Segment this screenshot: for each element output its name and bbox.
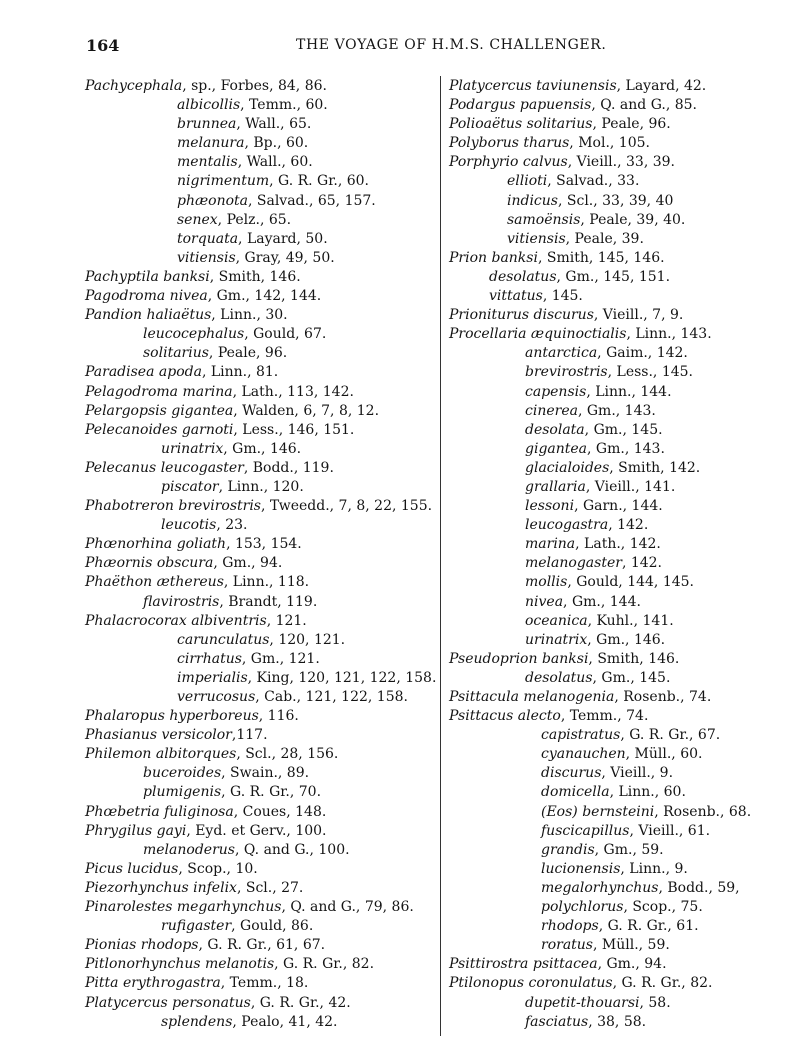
index-entry: melanura, Bp., 60. <box>177 135 309 152</box>
index-entry: urinatrix, Gm., 146. <box>161 440 302 457</box>
index-entry: leucogastra, 142. <box>525 517 649 534</box>
index-entry: Pandion haliaëtus, Linn., 30. <box>85 307 288 324</box>
index-entry: megalorhynchus, Bodd., 59, <box>541 879 740 896</box>
index-entry: carunculatus, 120, 121. <box>177 631 346 648</box>
index-entry: Pitta erythrogastra, Temm., 18. <box>85 975 309 992</box>
index-entry: Pseudoprion banksi, Smith, 146. <box>449 650 680 667</box>
index-entry: Piezorhynchus infelix, Scl., 27. <box>85 879 304 896</box>
index-entry: plumigenis, G. R. Gr., 70. <box>143 784 322 801</box>
index-entry: leucotis, 23. <box>161 517 248 534</box>
index-entry: Psittirostra psittacea, Gm., 94. <box>449 956 667 973</box>
index-entry: fasciatus, 38, 58. <box>525 1013 647 1030</box>
index-entry: flavirostris, Brandt, 119. <box>143 593 318 610</box>
index-entry: melanoderus, Q. and G., 100. <box>143 841 350 858</box>
index-entry: Psittacus alecto, Temm., 74. <box>449 708 649 725</box>
index-entry: Paradisea apoda, Linn., 81. <box>85 364 279 381</box>
index-entry: cirrhatus, Gm., 121. <box>177 650 320 667</box>
index-entry: Prion banksi, Smith, 145, 146. <box>449 249 665 266</box>
index-entry: capensis, Linn., 144. <box>525 383 672 400</box>
index-entry: Phabotreron brevirostris, Tweedd., 7, 8, 22, 155. <box>85 498 433 515</box>
right-index-column <box>449 77 752 1032</box>
index-entry: verrucosus, Cab., 121, 122, 158. <box>177 689 408 705</box>
index-entry: torquata, Layard, 50. <box>177 230 328 247</box>
running-title: THE VOYAGE OF H.M.S. CHALLENGER. <box>296 37 607 53</box>
index-entry: capistratus, G. R. Gr., 67. <box>541 727 721 744</box>
index-entry: samoënsis, Peale, 39, 40. <box>507 211 686 228</box>
index-entry: Porphyrio calvus, Vieill., 33, 39. <box>449 154 675 171</box>
index-entry: vitiensis, Peale, 39. <box>507 230 644 247</box>
index-entry: Platycercus personatus, G. R. Gr., 42. <box>85 994 351 1011</box>
index-entry: Podargus papuensis, Q. and G., 85. <box>449 97 697 114</box>
index-entry: Polyborus tharus, Mol., 105. <box>449 135 650 152</box>
index-entry: domicella, Linn., 60. <box>541 784 686 801</box>
index-entry: mentalis, Wall., 60. <box>177 154 313 171</box>
index-entry: imperialis, King, 120, 121, 122, 158. <box>177 669 437 686</box>
index-entry: marina, Lath., 142. <box>525 536 661 553</box>
index-entry: Pitlonorhynchus melanotis, G. R. Gr., 82. <box>85 956 375 973</box>
index-entry: senex, Pelz., 65. <box>177 211 292 228</box>
index-entry: leucocephalus, Gould, 67. <box>143 326 327 343</box>
column-divider <box>440 76 441 1036</box>
index-entry: fuscicapillus, Vieill., 61. <box>541 822 711 839</box>
index-entry: desolata, Gm., 145. <box>525 421 663 438</box>
index-entry: roratus, Müll., 59. <box>541 937 670 954</box>
index-entry: buceroides, Swain., 89. <box>143 765 310 782</box>
index-entry: discurus, Vieill., 9. <box>541 765 674 782</box>
index-entry: (Eos) bernsteini, Rosenb., 68. <box>541 803 752 820</box>
index-entry: brunnea, Wall., 65. <box>177 116 312 133</box>
index-entry: Phalaropus hyperboreus, 116. <box>85 708 299 725</box>
index-entry: Phaëthon æthereus, Linn., 118. <box>85 574 310 591</box>
index-entry: Prioniturus discurus, Vieill., 7, 9. <box>449 307 684 324</box>
index-entry: Procellaria æquinoctialis, Linn., 143. <box>449 326 712 343</box>
index-entry: Platycercus taviunensis, Layard, 42. <box>449 78 707 94</box>
index-entry: urinatrix, Gm., 146. <box>525 631 666 648</box>
index-entry: Philemon albitorques, Scl., 28, 156. <box>85 746 339 763</box>
index-entry: vittatus, 145. <box>489 288 583 305</box>
index-entry: desolatus, Gm., 145. <box>525 669 671 686</box>
index-entry: Pelecanus leucogaster, Bodd., 119. <box>85 459 334 476</box>
index-entry: cinerea, Gm., 143. <box>525 402 656 419</box>
index-entry: Phœbetria fuliginosa, Coues, 148. <box>85 803 327 820</box>
index-entry: brevirostris, Less., 145. <box>525 364 693 381</box>
index-entry: Pelagodroma marina, Lath., 113, 142. <box>85 383 354 400</box>
index-entry: Psittacula melanogenia, Rosenb., 74. <box>449 689 712 705</box>
index-entry: glacialoides, Smith, 142. <box>525 459 701 476</box>
index-entry: Ptilonopus coronulatus, G. R. Gr., 82. <box>449 975 713 992</box>
index-entry: Picus lucidus, Scop., 10. <box>85 860 258 877</box>
index-entry: Pelargopsis gigantea, Walden, 6, 7, 8, 12. <box>85 402 380 419</box>
index-entry: splendens, Pealo, 41, 42. <box>161 1013 338 1030</box>
index-entry: Phæornis obscura, Gm., 94. <box>85 555 283 572</box>
index-entry: oceanica, Kuhl., 141. <box>525 612 674 629</box>
index-entry: melanogaster, 142. <box>525 555 663 572</box>
index-entry: vitiensis, Gray, 49, 50. <box>177 249 335 266</box>
page-number: 164 <box>86 36 120 55</box>
index-entry: polychlorus, Scop., 75. <box>541 899 703 916</box>
index-entry: piscator, Linn., 120. <box>161 478 304 495</box>
index-entry: gigantea, Gm., 143. <box>525 440 665 457</box>
index-entry: Phalacrocorax albiventris, 121. <box>85 612 307 629</box>
index-entry: dupetit-thouarsi, 58. <box>525 994 671 1011</box>
page-header <box>86 36 714 58</box>
index-entry: Phrygilus gayi, Eyd. et Gerv., 100. <box>85 822 327 839</box>
index-entry: ellioti, Salvad., 33. <box>507 173 640 190</box>
index-entry: Pachyptila banksi, Smith, 146. <box>85 268 301 285</box>
index-entry: grandis, Gm., 59. <box>541 841 664 858</box>
index-entry: nigrimentum, G. R. Gr., 60. <box>177 173 370 190</box>
index-entry: grallaria, Vieill., 141. <box>525 478 676 495</box>
index-entry: lucionensis, Linn., 9. <box>541 860 688 877</box>
index-entry: lessoni, Garn., 144. <box>525 498 663 515</box>
index-entry: Pinarolestes megarhynchus, Q. and G., 79, 86. <box>85 899 414 916</box>
index-entry: Phœnorhina goliath, 153, 154. <box>85 536 302 553</box>
index-entry: Pelecanoides garnoti, Less., 146, 151. <box>85 421 355 438</box>
index-entry: cyanauchen, Müll., 60. <box>541 746 703 763</box>
index-entry: Pagodroma nivea, Gm., 142, 144. <box>85 288 322 305</box>
index-entry: solitarius, Peale, 96. <box>143 345 288 362</box>
index-entry: nivea, Gm., 144. <box>525 593 641 610</box>
index-entry: antarctica, Gaim., 142. <box>525 345 688 362</box>
index-entry: Pionias rhodops, G. R. Gr., 61, 67. <box>85 937 326 954</box>
index-entry: mollis, Gould, 144, 145. <box>525 574 694 591</box>
index-entry: phæonota, Salvad., 65, 157. <box>177 192 376 209</box>
index-entry: albicollis, Temm., 60. <box>177 97 328 114</box>
index-entry: Polioaëtus solitarius, Peale, 96. <box>449 116 671 133</box>
index-entry: rhodops, G. R. Gr., 61. <box>541 918 699 935</box>
index-entry: Pachycephala, sp., Forbes, 84, 86. <box>85 78 327 94</box>
index-entry: indicus, Scl., 33, 39, 40 <box>507 192 674 209</box>
left-index-column <box>85 77 435 1032</box>
index-entry: Phasianus versicolor,117. <box>85 727 268 744</box>
index-entry: desolatus, Gm., 145, 151. <box>489 268 671 285</box>
index-entry: rufigaster, Gould, 86. <box>161 918 314 935</box>
